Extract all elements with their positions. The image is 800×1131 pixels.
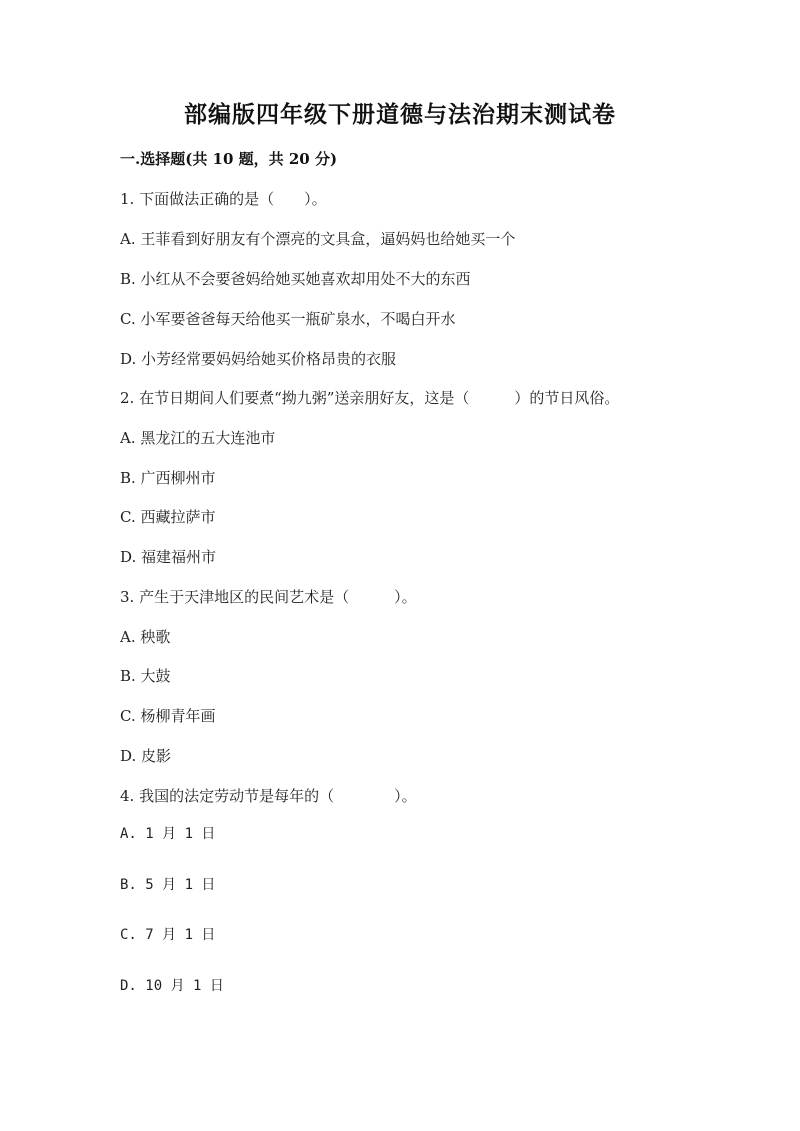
question-stem: 3. 产生于天津地区的民间艺术是（ ）。 (120, 588, 417, 606)
option-a: A. 秧歌 (120, 628, 171, 646)
option-d: D. 10 月 1 日 (120, 978, 224, 994)
question-stem: 4. 我国的法定劳动节是每年的（ ）。 (120, 787, 417, 805)
question-stem: 1. 下面做法正确的是（ ）。 (120, 190, 327, 208)
option-b: B. 小红从不会要爸妈给她买她喜欢却用处不大的东西 (120, 270, 471, 288)
option-a: A. 王菲看到好朋友有个漂亮的文具盒，逼妈妈也给她买一个 (120, 230, 516, 248)
option-c: C. 西藏拉萨市 (120, 508, 216, 526)
option-d: D. 福建福州市 (120, 548, 217, 566)
option-c: C. 小军要爸爸每天给他买一瓶矿泉水，不喝白开水 (120, 310, 456, 328)
page-title: 部编版四年级下册道德与法治期末测试卷 (184, 101, 616, 128)
option-c: C. 杨柳青年画 (120, 707, 216, 725)
option-b: B. 5 月 1 日 (120, 877, 216, 893)
option-d: D. 皮影 (120, 747, 172, 765)
option-b: B. 大鼓 (120, 667, 171, 685)
question-stem: 2. 在节日期间人们要煮“拗九粥”送亲朋好友，这是（ ）的节日风俗。 (120, 389, 620, 407)
option-a: A. 黑龙江的五大连池市 (120, 429, 276, 447)
option-c: C. 7 月 1 日 (120, 927, 216, 943)
section-heading: 一.选择题(共 10 题，共 20 分) (120, 150, 338, 168)
option-d: D. 小芳经常要妈妈给她买价格昂贵的衣服 (120, 350, 397, 368)
option-b: B. 广西柳州市 (120, 469, 216, 487)
option-a: A. 1 月 1 日 (120, 826, 216, 842)
